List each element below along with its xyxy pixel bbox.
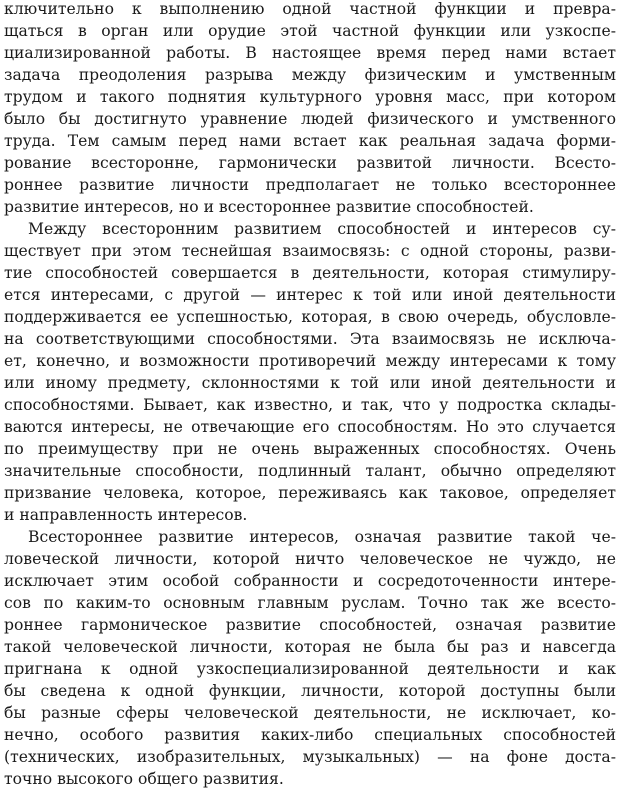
text-line: по преимуществу при не очень выраженных способностях. Очень [4,440,616,458]
text-line: на соответствующими способностями. Эта взаимосвязь не исключа- [4,330,616,348]
text-line: тие способностей совершается в деятельности, которая стимулиру- [4,264,616,282]
text-line: и направленность интересов. [4,506,248,524]
text-line: пригнана к одной узкоспециализированной деятельности и как [4,660,616,678]
text-line: ется интересами, с другой — интерес к той или иной деятельности [4,286,616,304]
text-line: исключает этим особой собранности и сосредоточенности интере- [4,572,616,590]
text-line: призвание человека, которое, переживаясь как таковое, определяет [4,484,616,502]
text-line: значительные способности, подлинный талант, обычно определяют [4,462,616,480]
text-line: Всестороннее развитие интересов, означая развитие такой че- [28,528,616,546]
text-line: точно высокого общего развития. [4,770,284,788]
text-line: ществует при этом теснейшая взаимосвязь: с одной стороны, разви- [4,242,616,260]
text-line: задача преодоления разрыва между физическим и умственным [4,66,616,84]
text-line: нечно, особого развития каких-либо специальных способностей [4,726,616,744]
text-line: бы сведена к одной функции, личности, которой доступны были [4,682,616,700]
text-line: способностями. Бывает, как известно, и так, что у подростка склады- [4,396,616,414]
text-line: ловеческой личности, которой ничто человеческое не чуждо, не [4,550,616,568]
text-line: труда. Тем самым перед нами встает как реальная задача форми- [4,132,616,150]
text-line: рование всесторонне, гармонически развитой личности. Всесто- [4,154,616,172]
text-line: сов по каким-то основным главным руслам. Точно так же всесто- [4,594,616,612]
text-line: роннее развитие личности предполагает не только всестороннее [4,176,616,194]
text-line: бы разные сферы человеческой деятельности, не исключает, ко- [4,704,616,722]
text-line: ключительно к выполнению одной частной функции и превра- [4,0,616,18]
text-line: Между всесторонним развитием способностей и интересов су- [28,220,616,238]
text-line: развитие интересов, но и всестороннее развитие способностей. [4,198,534,216]
text-line: (технических, изобразительных, музыкальных) — на фоне доста- [4,748,616,766]
text-line: трудом и такого поднятия культурного уровня масс, при котором [4,88,616,106]
text-line: роннее гармоническое развитие способностей, означая развитие [4,616,616,634]
text-line: было бы достигнуто уравнение людей физического и умственного [4,110,616,128]
text-line: щаться в орган или орудие этой частной функции или узкоспе- [4,22,616,40]
text-line: ваются интересы, не отвечающие его способностям. Но это случается [4,418,616,436]
text-line: ет, конечно, и возможности противоречий между интересами к тому [4,352,616,370]
text-line: циализированной работы. В настоящее время перед нами встает [4,44,616,62]
text-line: или иному предмету, склонностями к той или иной деятельности и [4,374,616,392]
text-line: поддерживается ее успешностью, которая, в свою очередь, обусловле- [4,308,616,326]
text-line: такой человеческой личности, которая не была бы раз и навсегда [4,638,616,656]
